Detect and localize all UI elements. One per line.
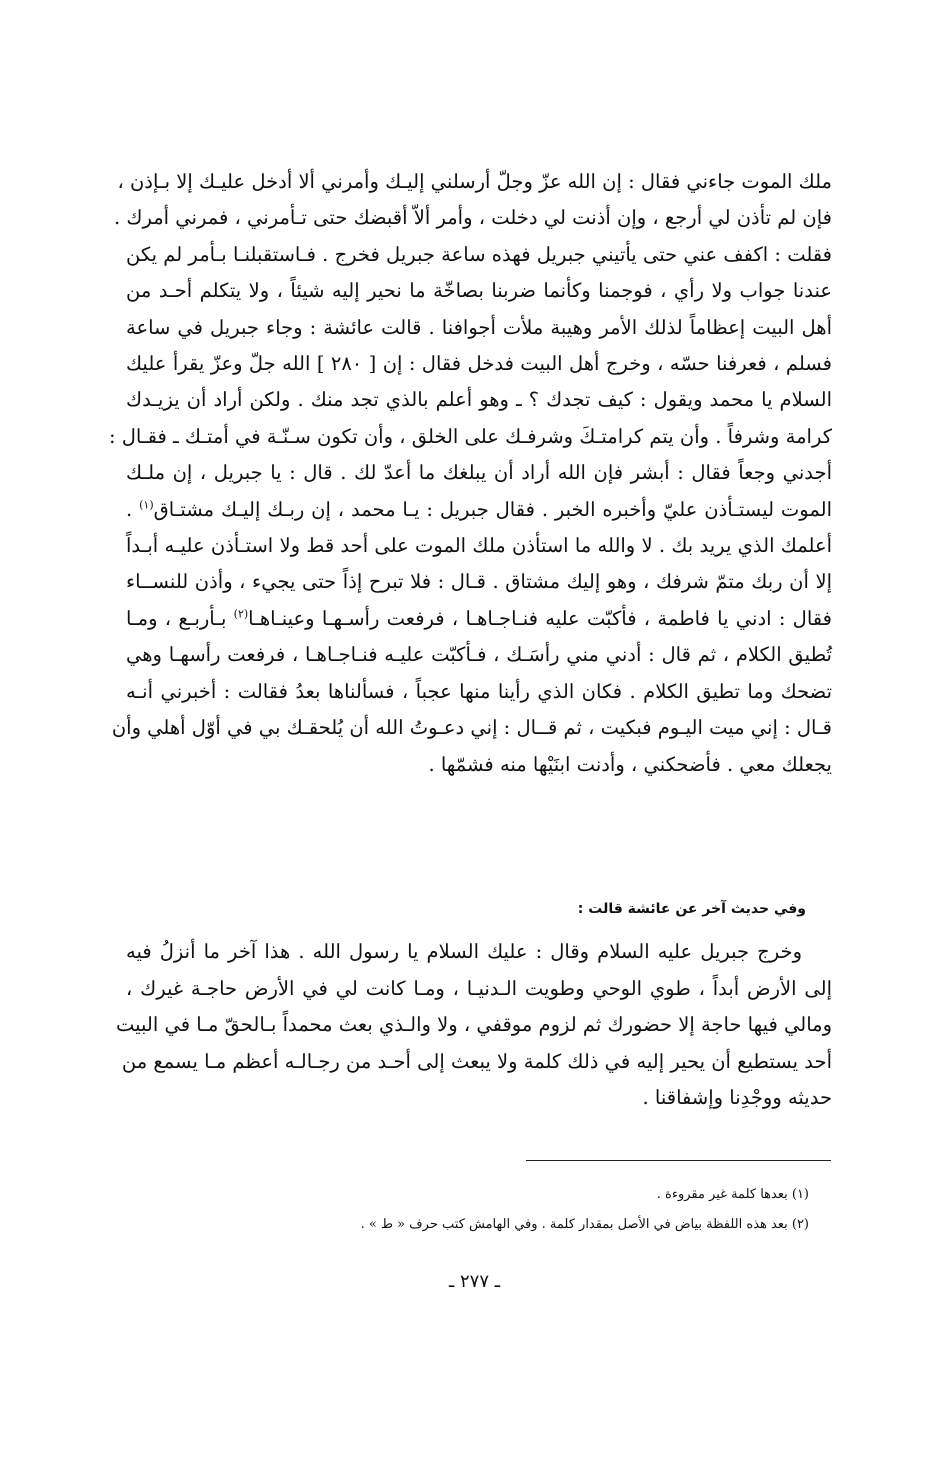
text-line: فقلت : اكفف عني حتى يأتيني جبريل فهذه ساعة جبريل فخرج . فـاستقبلنـا بـأمر لم يكن — [126, 242, 832, 266]
text-line-content: فقال : ادني يا فاطمة ، فأكبّت عليه فنـاجـاهـا ، فرفعت رأسـهـا وعينـاهـا — [248, 606, 832, 630]
text-line: يجعلك معي . فأضحكني ، وأدنت ابنَيْها منه فشمّها . — [428, 752, 832, 776]
text-line-tail: بـأربـع ، ومـا — [126, 606, 234, 630]
text-line: عندنا جواب ولا رأي ، فوجمنا وكأنما ضربنا بصاخّة ما نحير إليه شيئاً ، ولا يتكلم أحـد من — [126, 279, 832, 303]
text-line: إلى الأرض أبداً ، طوي الوحي وطويت الـدنيـا ، ومـا كانت لي في الأرض حاجـة غيرك ، — [126, 976, 832, 1000]
footnote-divider — [526, 1160, 831, 1161]
footnote-ref-2: (٢) — [233, 607, 249, 621]
text-line: قـال : إني ميت اليـوم فبكيت ، ثم قــال : إني دعـوتُ الله أن يُلحقـك بي في أوّل أهلي وأن — [111, 716, 832, 740]
footnotes — [126, 1180, 809, 1240]
text-line: أهل البيت إعظاماً لذلك الأمر وهيبة ملأت أجوافنا . قالت عائشة : وجاء جبريل في ساعة — [126, 315, 832, 339]
text-line: السلام يا محمد ويقول : كيف تجدك ؟ ـ وهو أعلم بالذي تجد منك . ولكن أراد أن يزيـدك — [126, 388, 832, 412]
text-line: وخرج جبريل عليه السلام وقال : عليك السلام يا رسول الله . هذا آخر ما أنزلُ فيه — [126, 940, 802, 963]
section-text-block — [115, 934, 832, 1117]
text-line: أحد يستطيع أن يحير إليه في ذلك كلمة ولا يبعث إلى أحـد من رجـالـه أعظم مـا يسمع من — [121, 1049, 832, 1073]
text-line: كرامة وشرفاً . وأن يتم كرامتـكَ وشرفـك على الخلق ، وأن تكون سـنّـة في أمتـك ـ فقـال : — [109, 424, 832, 448]
footnote-ref-1: (١) — [139, 498, 154, 512]
text-line: تُطيق الكلام ، ثم قال : أدني مني رأسَـك ، فـأكبّت عليـه فنـاجـاهـا ، فرفعت رأسهـا وهي — [126, 643, 832, 667]
footnote-2: (٢) بعد هذه اللفظة بياض في الأصل بمقدار كلمة . وفي الهامش كتب حرف « ط » . — [360, 1217, 809, 1232]
text-line: ومالي فيها حاجة إلا حضورك ثم لزوم موقفي ، ولا والـذي بعث محمداً بـالحقّ مـا في البيت — [115, 1013, 832, 1036]
text-line: فإن لم تأذن لي أرجع ، وإن أذنت لي دخلت ، وأمر ألاّ أقبضك حتى تـأمرني ، فمرني أمرك . — [114, 206, 832, 230]
text-line: فسلم ، فعرفنا حسّه ، وخرج أهل البيت فدخل فقال : إن [ ٢٨٠ ] الله جلّ وعزّ يقرأ عليك — [126, 352, 832, 376]
text-line-with-footnote-1 — [126, 492, 832, 528]
text-line-with-footnote-2 — [126, 601, 832, 637]
footnote-1: (١) بعدها كلمة غير مقروءة . — [656, 1187, 809, 1202]
text-line: أعلمك الذي يريد بك . لا والله ما استأذن ملك الموت على أحد قط ولا استـأذن عليـه أبـداً — [126, 534, 832, 558]
text-line: إلا أن ربك متمّ شرفك ، وهو إليك مشتاق . قـال : فلا تبرح إذاً حتى يجيء ، وأذن للنســاء — [126, 570, 832, 594]
text-line-content: الموت ليستـأذن عليّ وأخبره الخبر . فقال جبريل : يـا محمد ، إن ربـك إليـك مشتـاق — [153, 497, 832, 521]
section-heading: وفي حديث آخر عن عائشة قالت : — [577, 901, 806, 917]
main-text-block — [109, 164, 832, 783]
text-line: حديثه ووجْدِنا وإشفاقنا . — [642, 1086, 832, 1109]
page-number: ـ ٢٧٧ ـ — [448, 1271, 500, 1292]
text-line-tail: . — [126, 497, 140, 521]
text-line: أجدني وجعاً فقال : أبشر فإن الله أراد أن يبلغك ما أعدّ لك . قال : يا جبريل ، إن ملـك — [126, 461, 832, 485]
text-line: ملك الموت جاءني فقال : إن الله عزّ وجلّ أرسلني إليـك وأمرني ألا أدخل عليـك إلا بـإذن ، — [117, 170, 832, 193]
text-line: تضحك وما تطيق الكلام . فكان الذي رأينا منها عجباً ، فسألناها بعدُ فقالت : أخبرني أنـه — [126, 679, 832, 703]
